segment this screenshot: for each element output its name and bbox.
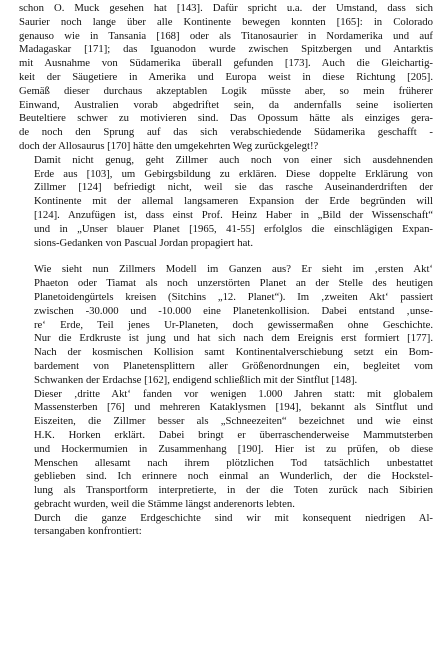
text-line: tersangaben konfrontiert: — [34, 525, 142, 538]
text-line: Damit nicht genug, geht Zillmer auch noch von einer sich ausdehnenden — [34, 153, 433, 166]
text-line: Zillmer [124] befriedigt nicht, weil sie das rasche Auseinanderdriften der — [34, 181, 433, 194]
text-line: Einwand, Australien vorab abgedriftet sein, da andernfalls seine isolierten — [19, 98, 433, 111]
text-line: und Hockermumien in Zusammenhang [190]. Hier ist zu prüfen, ob diese — [34, 442, 433, 455]
text-line: Nur die Erdkruste ist jung und hat sich nach dem Ereignis erst formiert [177]. — [34, 332, 433, 345]
text-line: Gemäß dieser durchaus akzeptablen Logik müsste aber, so mein früherer — [19, 84, 433, 97]
text-line: Massensterben [76] und mehreren Kataklysmen [194], bekannt als Sintflut und — [34, 401, 433, 414]
text-line: schon O. Muck gesehen hat [143]. Dafür spricht u.a. der Umstand, dass sich — [19, 2, 433, 14]
text-line: Phaeton oder Tiamat als noch unzerstörten Planet an der Stelle des heutigen — [34, 277, 433, 290]
text-line: Kontinente mit der allemal langsameren Expansion der Erde begründen will — [34, 195, 433, 208]
paragraph-4 — [19, 388, 433, 512]
text-line: mit Ausnahme von Südamerika überall gefunden [173]. Auch die Gleichartig- — [19, 57, 433, 70]
paragraph-1 — [19, 2, 433, 154]
text-line: geblieben sind. Ich erinnere noch einmal an Wunderlich, der die Hockstel- — [34, 470, 433, 483]
text-line: Madagaskar [171]; das Iguanodon wurde zwischen Spitzbergen und Antarktis — [19, 43, 433, 56]
text-line: Saurier noch lange über alle Kontinente bewegen konnten [165]: in Colorado — [19, 15, 433, 28]
text-line: doch der Allosaurus [170] hätte den umgekehrten Weg zurückgelegt!? — [19, 139, 319, 152]
text-line: Dieser ‚dritte Akt‘ fanden vor wenigen 1.000 Jahren statt: mit globalem — [34, 387, 433, 400]
text-line: Nach der kosmischen Kollision samt Kontinentalverschiebung setzt ein Bom- — [34, 346, 433, 359]
text-line: gebracht wurden, weil die Stämme längst anderenorts lebten. — [34, 497, 295, 510]
text-line: bardement von Planetensplittern aller Größenordnungen ein, begleitet vom — [34, 359, 433, 372]
text-line: de noch den Sprung auf das sich verabschiedende Südamerika geschafft - — [19, 126, 433, 139]
paragraph-3 — [19, 263, 433, 387]
text-line: re‘ Erde, Teil jenes Ur-Planeten, doch gewissermaßen ohne Geschichte. — [34, 318, 433, 331]
paragraph-5 — [19, 512, 433, 540]
text-line: Wie sieht nun Zillmers Modell im Ganzen aus? Er sieht im ‚ersten Akt‘ — [34, 263, 433, 276]
paragraph-2 — [19, 154, 433, 251]
text-line: Planetoidengürtels kreisen (Sitchins „12. Planet“). Im ‚zweiten Akt‘ passiert — [34, 290, 433, 303]
text-line: Schwanken der Erdachse [162], endigend schließlich mit der Sintflut [148]. — [34, 373, 358, 386]
text-line: sions-Gedanken von Pascual Jordan propagiert hat. — [34, 236, 254, 249]
text-line: Eiszeiten, die Zillmer besser als „Schneezeiten“ bezeichnet und wie einst — [34, 415, 433, 428]
text-line: zwischen -30.000 und -10.000 eine Planetenkollision. Dabei entstand ‚unse- — [34, 304, 433, 317]
text-line: und in „Unser blauer Planet [1965, 41-55] erfolglos die einschlägigen Expan- — [34, 222, 433, 235]
text-line: lung als Transportform interpretierte, in der die Toten zurück nach Sibirien — [34, 484, 433, 497]
text-line: keit der Säugetiere in Amerika und Europa weist in diese Richtung [205]. — [19, 70, 433, 83]
text-line: genauso wie in Tansania [168] oder als Titanosaurier in Nordamerika und auf — [19, 29, 433, 42]
text-line: Menschen allesamt nach ihrem plötzlichen Tod tatsächlich unbestattet — [34, 456, 433, 469]
text-line: Beuteltiere schwer zu motivieren sind. Das Opossum hätte als einziges gera- — [19, 112, 433, 125]
text-line: Durch die ganze Erdgeschichte sind wir mit konsequent niedrigen Al- — [34, 511, 433, 524]
text-line: Erde aus [103], um Gebirgsbildung zu erklären. Diese doppelte Erklärung von — [34, 167, 433, 180]
text-line: H.K. Horken erklärt. Dabei bringt er überraschenderweise Mammutsterben — [34, 428, 433, 441]
text-line: [124]. Anzufügen ist, dass einst Prof. Heinz Haber in „Bild der Wissenschaft“ — [34, 208, 433, 221]
